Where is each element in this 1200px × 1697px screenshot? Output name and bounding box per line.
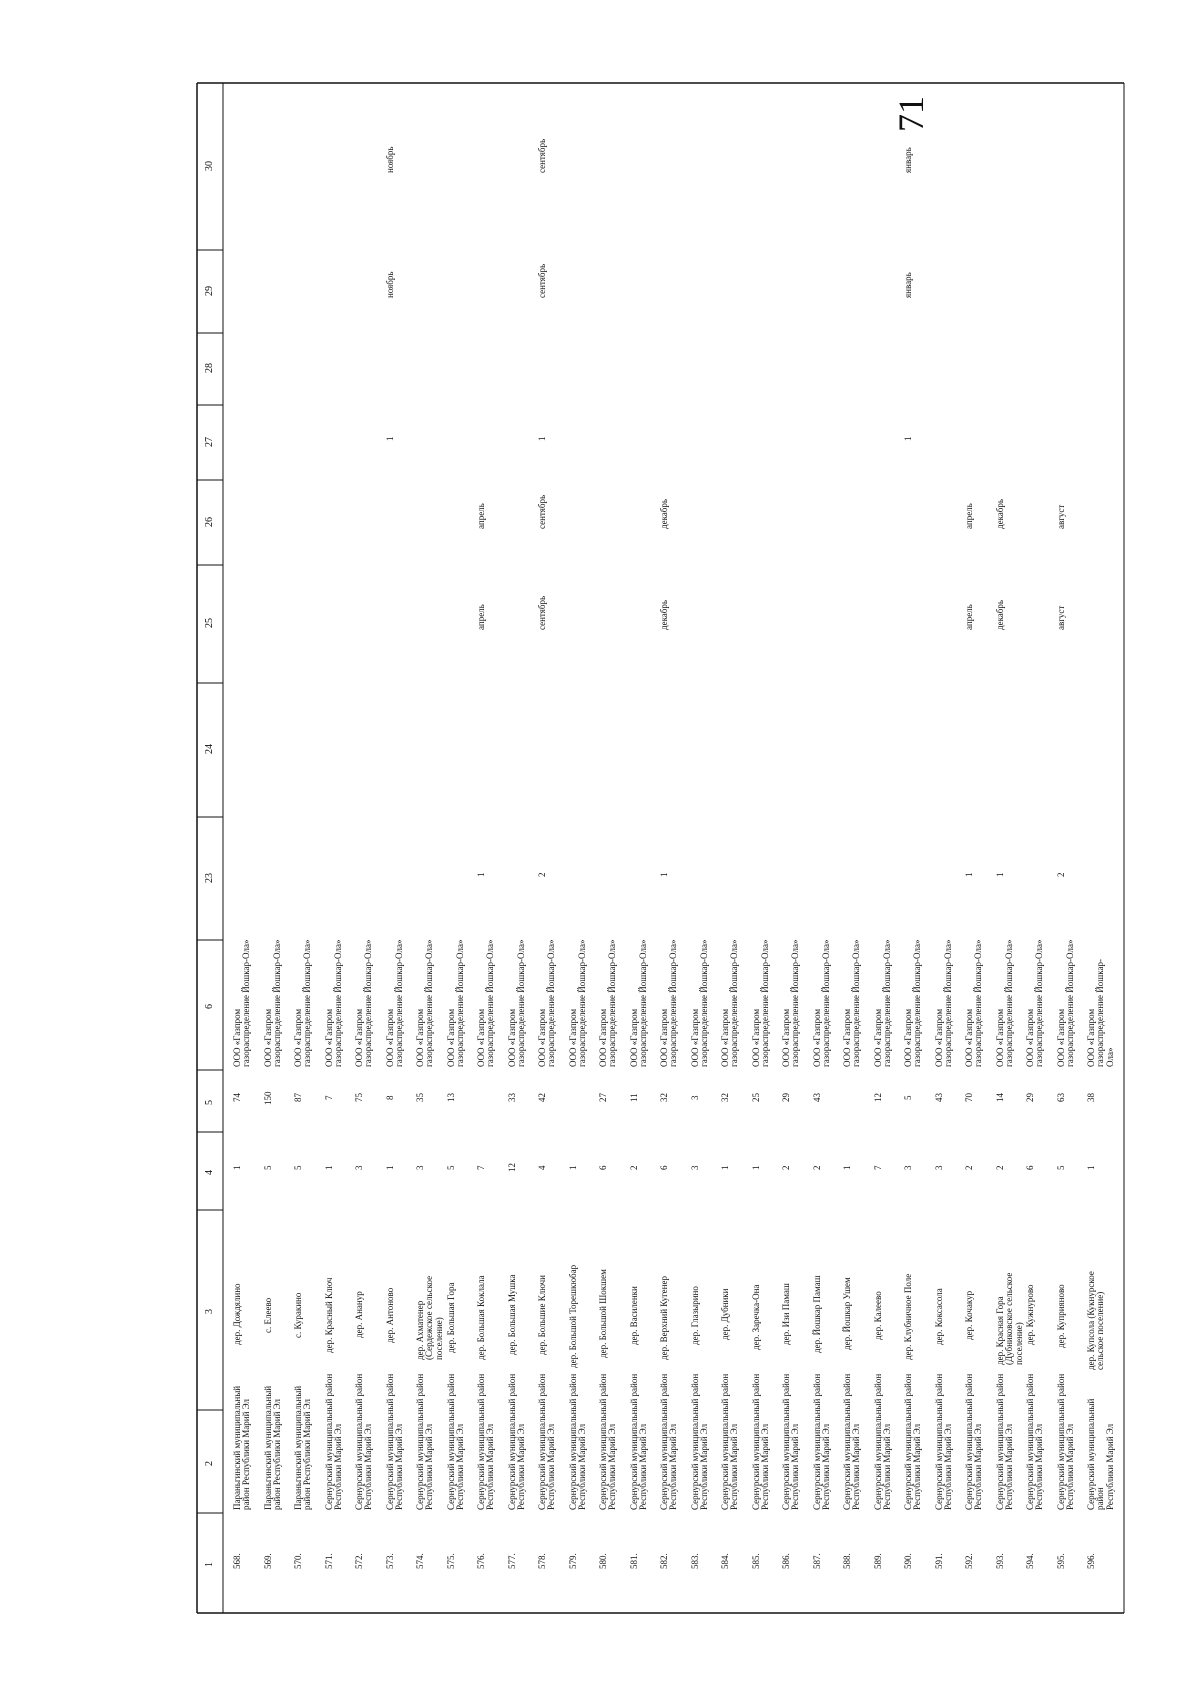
table-cell-district: Сернурский муниципальный район Республики Марий Эл bbox=[1025, 1373, 1045, 1510]
table-cell-settlement: дер. Кочакур bbox=[964, 1290, 975, 1340]
table-cell-district: Сернурский муниципальный район Республики Марий Эл bbox=[598, 1373, 618, 1510]
table-cell-settlement: дер. Куприяново bbox=[1055, 1283, 1066, 1348]
table-cell-num: 578. bbox=[537, 1553, 548, 1569]
table-cell-settlement: с. Куракино bbox=[293, 1292, 304, 1338]
table-cell-num: 584. bbox=[720, 1553, 731, 1569]
table-cell-c23: 1 bbox=[476, 872, 487, 877]
table-cell-district: Сернурский муниципальный район Республики Марий Эл bbox=[628, 1373, 649, 1510]
table-cell-settlement: дер. Дождялино bbox=[232, 1283, 242, 1345]
table-cell-num: 592. bbox=[964, 1553, 975, 1569]
table-cell-c4: 1 bbox=[1086, 1165, 1097, 1170]
table-cell-c5: 25 bbox=[750, 1093, 761, 1102]
table-cell-num: 590. bbox=[903, 1553, 914, 1569]
table-cell-org: ООО «Газпром газораспределение Йошкар-Ола» bbox=[811, 939, 832, 1067]
table-cell-district: Сернурский муниципальный район Республики Марий Эл bbox=[659, 1373, 679, 1510]
table-cell-org: ООО «Газпром газораспределение Йошкар-Ола» bbox=[567, 939, 588, 1067]
table-cell-c5: 12 bbox=[872, 1093, 883, 1102]
table-cell-district: Сернурский муниципальный район Республики Марий Эл bbox=[415, 1373, 435, 1510]
table-cell-org: ООО «Газпром газораспределение Йошкар-Ола» bbox=[720, 939, 740, 1067]
table-cell-settlement: дер. Кужнурово bbox=[1025, 1284, 1036, 1345]
table-cell-settlement: дер. Красная Гора (Дубниковское сельское поселение) bbox=[994, 1272, 1024, 1365]
table-cell-c4: 3 bbox=[933, 1165, 944, 1170]
table-cell-district: Сернурский муниципальный район Республики Марий Эл bbox=[933, 1373, 954, 1510]
table-cell-c4: 6 bbox=[659, 1165, 670, 1170]
table-cell-c26: апрель bbox=[964, 502, 975, 529]
table-cell-org: ООО «Газпром газораспределение Йошкар-Ола» bbox=[476, 939, 496, 1067]
table-cell-c4: 1 bbox=[232, 1165, 242, 1170]
table-cell-c25: апрель bbox=[964, 604, 975, 630]
table-cell-c26: сентябрь bbox=[537, 494, 548, 529]
table-cell-c4: 2 bbox=[994, 1165, 1005, 1170]
table-cell-c4: 4 bbox=[537, 1165, 548, 1170]
table-cell-num: 573. bbox=[384, 1553, 395, 1569]
column-header: 6 bbox=[204, 1004, 215, 1009]
table-cell-c5: 74 bbox=[232, 1093, 242, 1102]
column-header: 28 bbox=[204, 363, 215, 373]
table-cell-c25: сентябрь bbox=[537, 595, 548, 630]
table-cell-c4: 3 bbox=[903, 1165, 914, 1170]
table-cell-district: Параньгинский муниципальный район Республики Марий Эл bbox=[293, 1385, 313, 1510]
table-cell-c4: 1 bbox=[567, 1165, 578, 1170]
table-cell-c5: 11 bbox=[628, 1093, 639, 1102]
table-cell-settlement: дер. Большая Гора bbox=[445, 1282, 456, 1353]
table-cell-c4: 1 bbox=[720, 1165, 731, 1170]
table-cell-district: Сернурский муниципальный район Республики Марий Эл bbox=[354, 1373, 374, 1510]
table-cell-settlement: дер. Коксасола bbox=[933, 1288, 944, 1345]
table-cell-org: ООО «Газпром газораспределение Йошкар-Ола» bbox=[1055, 939, 1076, 1067]
column-header: 5 bbox=[204, 1100, 215, 1105]
column-header: 23 bbox=[204, 872, 215, 883]
table-cell-c5: 87 bbox=[293, 1093, 304, 1102]
table-cell-c4: 3 bbox=[689, 1165, 700, 1170]
table-cell-num: 580. bbox=[598, 1553, 609, 1569]
table-cell-district: Сернурский муниципальный район Республики Марий Эл bbox=[384, 1373, 405, 1510]
table-cell-district: Сернурский муниципальный район Республики Марий Эл bbox=[903, 1373, 923, 1510]
table-cell-district: Параньгинский муниципальный район Республики Марий Эл bbox=[232, 1385, 252, 1510]
table-cell-district: Параньгинский муниципальный район Республики Марий Эл bbox=[262, 1385, 282, 1510]
table-cell-c5: 43 bbox=[933, 1093, 944, 1102]
table-cell-c4: 2 bbox=[628, 1165, 639, 1170]
column-header: 25 bbox=[204, 618, 215, 628]
table-cell-c4: 1 bbox=[750, 1165, 761, 1170]
table-cell-org: ООО «Газпром газораспределение Йошкар-Ола» bbox=[506, 939, 527, 1067]
table-cell-c4: 12 bbox=[506, 1163, 517, 1172]
table-cell-district: Сернурский муниципальный район Республики Марий Эл bbox=[720, 1373, 740, 1510]
table-cell-settlement: дер. Изи Памаш bbox=[781, 1283, 792, 1345]
table-cell-num: 581. bbox=[628, 1553, 639, 1569]
table-cell-org: ООО «Газпром газораспределение Йошкар-Ола» bbox=[842, 939, 862, 1067]
table-cell-c27: 1 bbox=[903, 436, 914, 441]
table-cell-org: ООО «Газпром газораспределение Йошкар-Ола» bbox=[323, 939, 343, 1067]
table-cell-c4: 7 bbox=[476, 1165, 487, 1170]
table-cell-c29: сентябрь bbox=[537, 263, 548, 298]
table-cell-num: 572. bbox=[354, 1553, 365, 1569]
table-cell-settlement: дер. Верхний Кугенер bbox=[659, 1276, 670, 1360]
table-cell-org: ООО «Газпром газораспределение Йошкар-Ола» bbox=[964, 939, 984, 1067]
column-header: 24 bbox=[204, 744, 215, 754]
table-cell-c23: 2 bbox=[537, 872, 548, 877]
table-cell-settlement: дер. Заречка-Она bbox=[750, 1284, 761, 1350]
table-cell-num: 593. bbox=[994, 1553, 1005, 1569]
table-cell-c25: декабрь bbox=[994, 600, 1005, 630]
table-cell-settlement: с. Елеево bbox=[262, 1297, 273, 1333]
table-cell-settlement: дер. Дубники bbox=[720, 1288, 731, 1340]
table-cell-org: ООО «Газпром газораспределение Йошкар-Ола» bbox=[872, 939, 893, 1067]
table-cell-org: ООО «Газпром газораспределение Йошкар-Ола» bbox=[293, 939, 313, 1067]
table-cell-c23: 1 bbox=[994, 872, 1005, 877]
table-cell-district: Сернурский муниципальный район Республики Марий Эл bbox=[506, 1373, 527, 1510]
table-cell-c26: декабрь bbox=[994, 498, 1005, 529]
column-header: 2 bbox=[204, 1460, 215, 1466]
table-cell-district: Сернурский муниципальный район Республики Марий Эл bbox=[567, 1373, 588, 1510]
table-cell-c29: ноябрь bbox=[384, 271, 395, 298]
table-cell-c5: 63 bbox=[1055, 1093, 1066, 1102]
table-cell-c25: декабрь bbox=[659, 600, 670, 630]
table-cell-c4: 2 bbox=[964, 1165, 975, 1170]
column-header: 3 bbox=[204, 1309, 215, 1314]
table-cell-district: Сернурский муниципальный район Республики Марий Эл bbox=[781, 1373, 801, 1510]
table-cell-num: 586. bbox=[781, 1553, 792, 1569]
table-cell-c30: январь bbox=[903, 146, 914, 173]
table-cell-num: 579. bbox=[567, 1553, 578, 1569]
table-cell-district: Сернурский муниципальный район Республики Марий Эл bbox=[323, 1373, 343, 1510]
table-cell-district: Сернурский муниципальный район Республики Марий Эл bbox=[750, 1373, 771, 1510]
table-cell-settlement: дер. Большой Торешкюбар bbox=[567, 1264, 578, 1368]
table-cell-district: Сернурский муниципальный район Республики Марий Эл bbox=[964, 1373, 984, 1510]
column-header: 30 bbox=[204, 160, 215, 171]
table-cell-org: ООО «Газпром газораспределение Йошкар-Ола» bbox=[659, 939, 679, 1067]
table-cell-num: 596. bbox=[1086, 1553, 1097, 1569]
table-cell-num: 568. bbox=[232, 1553, 242, 1569]
table-cell-org: ООО «Газпром газораспределение Йошкар-Ола» bbox=[903, 939, 923, 1067]
table-cell-settlement: дер. Большой Шокшем bbox=[598, 1268, 609, 1358]
table-cell-num: 595. bbox=[1055, 1553, 1066, 1569]
table-cell-c5: 27 bbox=[598, 1093, 609, 1102]
table-cell-settlement: дер. Калеево bbox=[872, 1291, 883, 1340]
table-cell-c5: 35 bbox=[415, 1093, 426, 1102]
table-cell-org: ООО «Газпром газораспределение Йошкар-Ола» bbox=[933, 939, 954, 1067]
table-cell-settlement: дер. Клубничное Поле bbox=[903, 1273, 914, 1360]
table-cell-c26: декабрь bbox=[659, 498, 670, 529]
table-cell-org: ООО «Газпром газораспределение Йошкар-Ола» bbox=[384, 939, 405, 1067]
table-cell-org: ООО «Газпром газораспределение Йошкар-Ола» bbox=[1025, 939, 1045, 1067]
table-cell-c27: 1 bbox=[537, 436, 548, 441]
table-cell-c4: 1 bbox=[842, 1165, 853, 1170]
table-cell-settlement: дер. Ананур bbox=[354, 1290, 365, 1338]
table-cell-org: ООО «Газпром газораспределение Йошкар-Ола» bbox=[537, 939, 557, 1067]
table-cell-settlement: дер. Йошкар Памаш bbox=[811, 1274, 822, 1353]
table-cell-district: Сернурский муниципальный район Республики Марий Эл bbox=[537, 1373, 557, 1510]
table-cell-c5: 29 bbox=[781, 1093, 792, 1102]
table-cell-org: ООО «Газпром газораспределение Йошкар-Ола» bbox=[354, 939, 374, 1067]
table-cell-num: 571. bbox=[323, 1553, 334, 1569]
table-cell-num: 589. bbox=[872, 1553, 883, 1569]
table-cell-c5: 5 bbox=[903, 1095, 914, 1100]
table-cell-c26: август bbox=[1055, 504, 1066, 529]
table-cell-c5: 43 bbox=[811, 1093, 822, 1102]
table-cell-c5: 70 bbox=[964, 1093, 975, 1102]
table-cell-num: 582. bbox=[659, 1553, 670, 1569]
column-header: 29 bbox=[204, 285, 215, 296]
table-cell-district: Сернурский муниципальный район Республики Марий Эл bbox=[842, 1373, 862, 1510]
table-cell-c5: 150 bbox=[262, 1091, 273, 1105]
table-cell-c4: 5 bbox=[1055, 1165, 1066, 1170]
table-cell-district: Сернурский муниципальный район Республики Марий Эл bbox=[994, 1373, 1015, 1510]
table-cell-c25: апрель bbox=[476, 604, 487, 630]
table-cell-district: Сернурский муниципальный район Республики Марий Эл bbox=[811, 1373, 832, 1510]
table-cell-c30: сентябрь bbox=[537, 138, 548, 173]
table-cell-c26: апрель bbox=[476, 502, 487, 529]
table-cell-c4: 1 bbox=[384, 1165, 395, 1170]
table-cell-settlement: дер. Купсола (Кукнурское сельское поселение) bbox=[1086, 1271, 1106, 1370]
table-cell-num: 570. bbox=[293, 1553, 304, 1569]
table-cell-c4: 5 bbox=[445, 1165, 456, 1170]
table-cell-num: 577. bbox=[506, 1553, 517, 1569]
table-cell-c5: 7 bbox=[323, 1095, 334, 1100]
table-cell-settlement: дер. Антоново bbox=[384, 1287, 395, 1343]
table-cell-c5: 29 bbox=[1025, 1093, 1036, 1102]
column-header: 1 bbox=[204, 1562, 215, 1567]
table-cell-org: ООО «Газпром газораспределение Йошкар-Ола» bbox=[262, 939, 282, 1067]
table-cell-settlement: дер. Большая Коклала bbox=[476, 1275, 487, 1360]
table-cell-c4: 3 bbox=[415, 1165, 426, 1170]
page-number: 71 bbox=[891, 96, 931, 132]
table-cell-c30: ноябрь bbox=[384, 146, 395, 173]
table-cell-num: 576. bbox=[476, 1553, 487, 1569]
table-cell-district: Сернурский муниципальный район Республики Марий Эл bbox=[1086, 1398, 1116, 1510]
table-cell-num: 588. bbox=[842, 1553, 853, 1569]
table-cell-c4: 6 bbox=[598, 1165, 609, 1170]
table-cell-org: ООО «Газпром газораспределение Йошкар-Ола» bbox=[628, 939, 649, 1067]
table-cell-district: Сернурский муниципальный район Республики Марий Эл bbox=[1055, 1373, 1076, 1510]
table-cell-org: ООО «Газпром газораспределение Йошкар-Ола» bbox=[415, 939, 435, 1067]
table-cell-org: ООО «Газпром газораспределение Йошкар-Ола» bbox=[750, 939, 771, 1067]
table-cell-c5: 32 bbox=[720, 1093, 731, 1102]
table-cell-c4: 1 bbox=[323, 1165, 334, 1170]
table-cell-c5: 42 bbox=[537, 1093, 548, 1102]
table-cell-c4: 3 bbox=[354, 1165, 365, 1170]
table-cell-org: ООО «Газпром газораспределение Йошкар-Ола» bbox=[689, 939, 710, 1067]
table-cell-org: ООО «Газпром газораспределение Йошкар-Ола» bbox=[445, 939, 466, 1067]
table-cell-c23: 1 bbox=[964, 872, 975, 877]
table-cell-org: ООО «Газпром газораспределение Йошкар-Ола» bbox=[1086, 959, 1116, 1067]
table-cell-c27: 1 bbox=[384, 436, 395, 441]
table-cell-c4: 2 bbox=[811, 1165, 822, 1170]
table-cell-org: ООО «Газпром газораспределение Йошкар-Ола» bbox=[781, 939, 801, 1067]
table-cell-c4: 2 bbox=[781, 1165, 792, 1170]
table-cell-c5: 8 bbox=[384, 1095, 395, 1100]
table-cell-c5: 3 bbox=[689, 1095, 700, 1100]
table-cell-c23: 1 bbox=[659, 872, 670, 877]
table-cell-num: 591. bbox=[933, 1553, 944, 1569]
table-cell-num: 569. bbox=[262, 1553, 273, 1569]
table-cell-c23: 2 bbox=[1055, 872, 1066, 877]
table-cell-c5: 14 bbox=[994, 1093, 1005, 1102]
table-cell-settlement: дер. Глазырино bbox=[689, 1286, 700, 1345]
table-cell-num: 575. bbox=[445, 1553, 456, 1569]
table-cell-num: 585. bbox=[750, 1553, 761, 1569]
table-cell-c5: 75 bbox=[354, 1093, 365, 1102]
table-cell-c25: август bbox=[1055, 605, 1066, 630]
table-cell-org: ООО «Газпром газораспределение Йошкар-Ола» bbox=[994, 939, 1015, 1067]
table-cell-district: Сернурский муниципальный район Республики Марий Эл bbox=[476, 1373, 496, 1510]
table-cell-settlement: дер. Красный Ключ bbox=[323, 1277, 334, 1353]
table-cell-num: 587. bbox=[811, 1553, 822, 1569]
column-header: 26 bbox=[204, 516, 215, 527]
table-cell-c4: 5 bbox=[293, 1165, 304, 1170]
table-cell-c5: 38 bbox=[1086, 1093, 1097, 1102]
table-cell-settlement: дер. Ахматенер (Сердежское сельское поселение) bbox=[415, 1275, 444, 1360]
table-cell-settlement: дер. Большие Ключи bbox=[537, 1275, 548, 1355]
table-cell-settlement: дер. Йошкар Ушем bbox=[842, 1277, 853, 1350]
table-cell-num: 594. bbox=[1025, 1553, 1036, 1569]
table-cell-district: Сернурский муниципальный район Республики Марий Эл bbox=[689, 1373, 710, 1510]
table-cell-c29: январь bbox=[903, 271, 914, 298]
table-cell-num: 574. bbox=[415, 1553, 426, 1569]
table-cell-settlement: дер. Большая Мушка bbox=[506, 1274, 517, 1355]
table-cell-c4: 6 bbox=[1025, 1165, 1036, 1170]
table-cell-c5: 33 bbox=[506, 1093, 517, 1102]
table-cell-org: ООО «Газпром газораспределение Йошкар-Ола» bbox=[232, 939, 252, 1067]
table-cell-district: Сернурский муниципальный район Республики Марий Эл bbox=[445, 1373, 466, 1510]
table-cell-district: Сернурский муниципальный район Республики Марий Эл bbox=[872, 1373, 893, 1510]
table-cell-settlement: дер. Василенки bbox=[628, 1286, 639, 1345]
table-cell-org: ООО «Газпром газораспределение Йошкар-Ола» bbox=[598, 939, 618, 1067]
table-cell-num: 583. bbox=[689, 1553, 700, 1569]
table-cell-c4: 7 bbox=[872, 1165, 883, 1170]
table-cell-c5: 32 bbox=[659, 1093, 670, 1102]
table-cell-c5: 13 bbox=[445, 1093, 456, 1102]
table-cell-c4: 5 bbox=[262, 1165, 273, 1170]
column-header: 4 bbox=[204, 1170, 215, 1175]
column-header: 27 bbox=[204, 436, 215, 447]
